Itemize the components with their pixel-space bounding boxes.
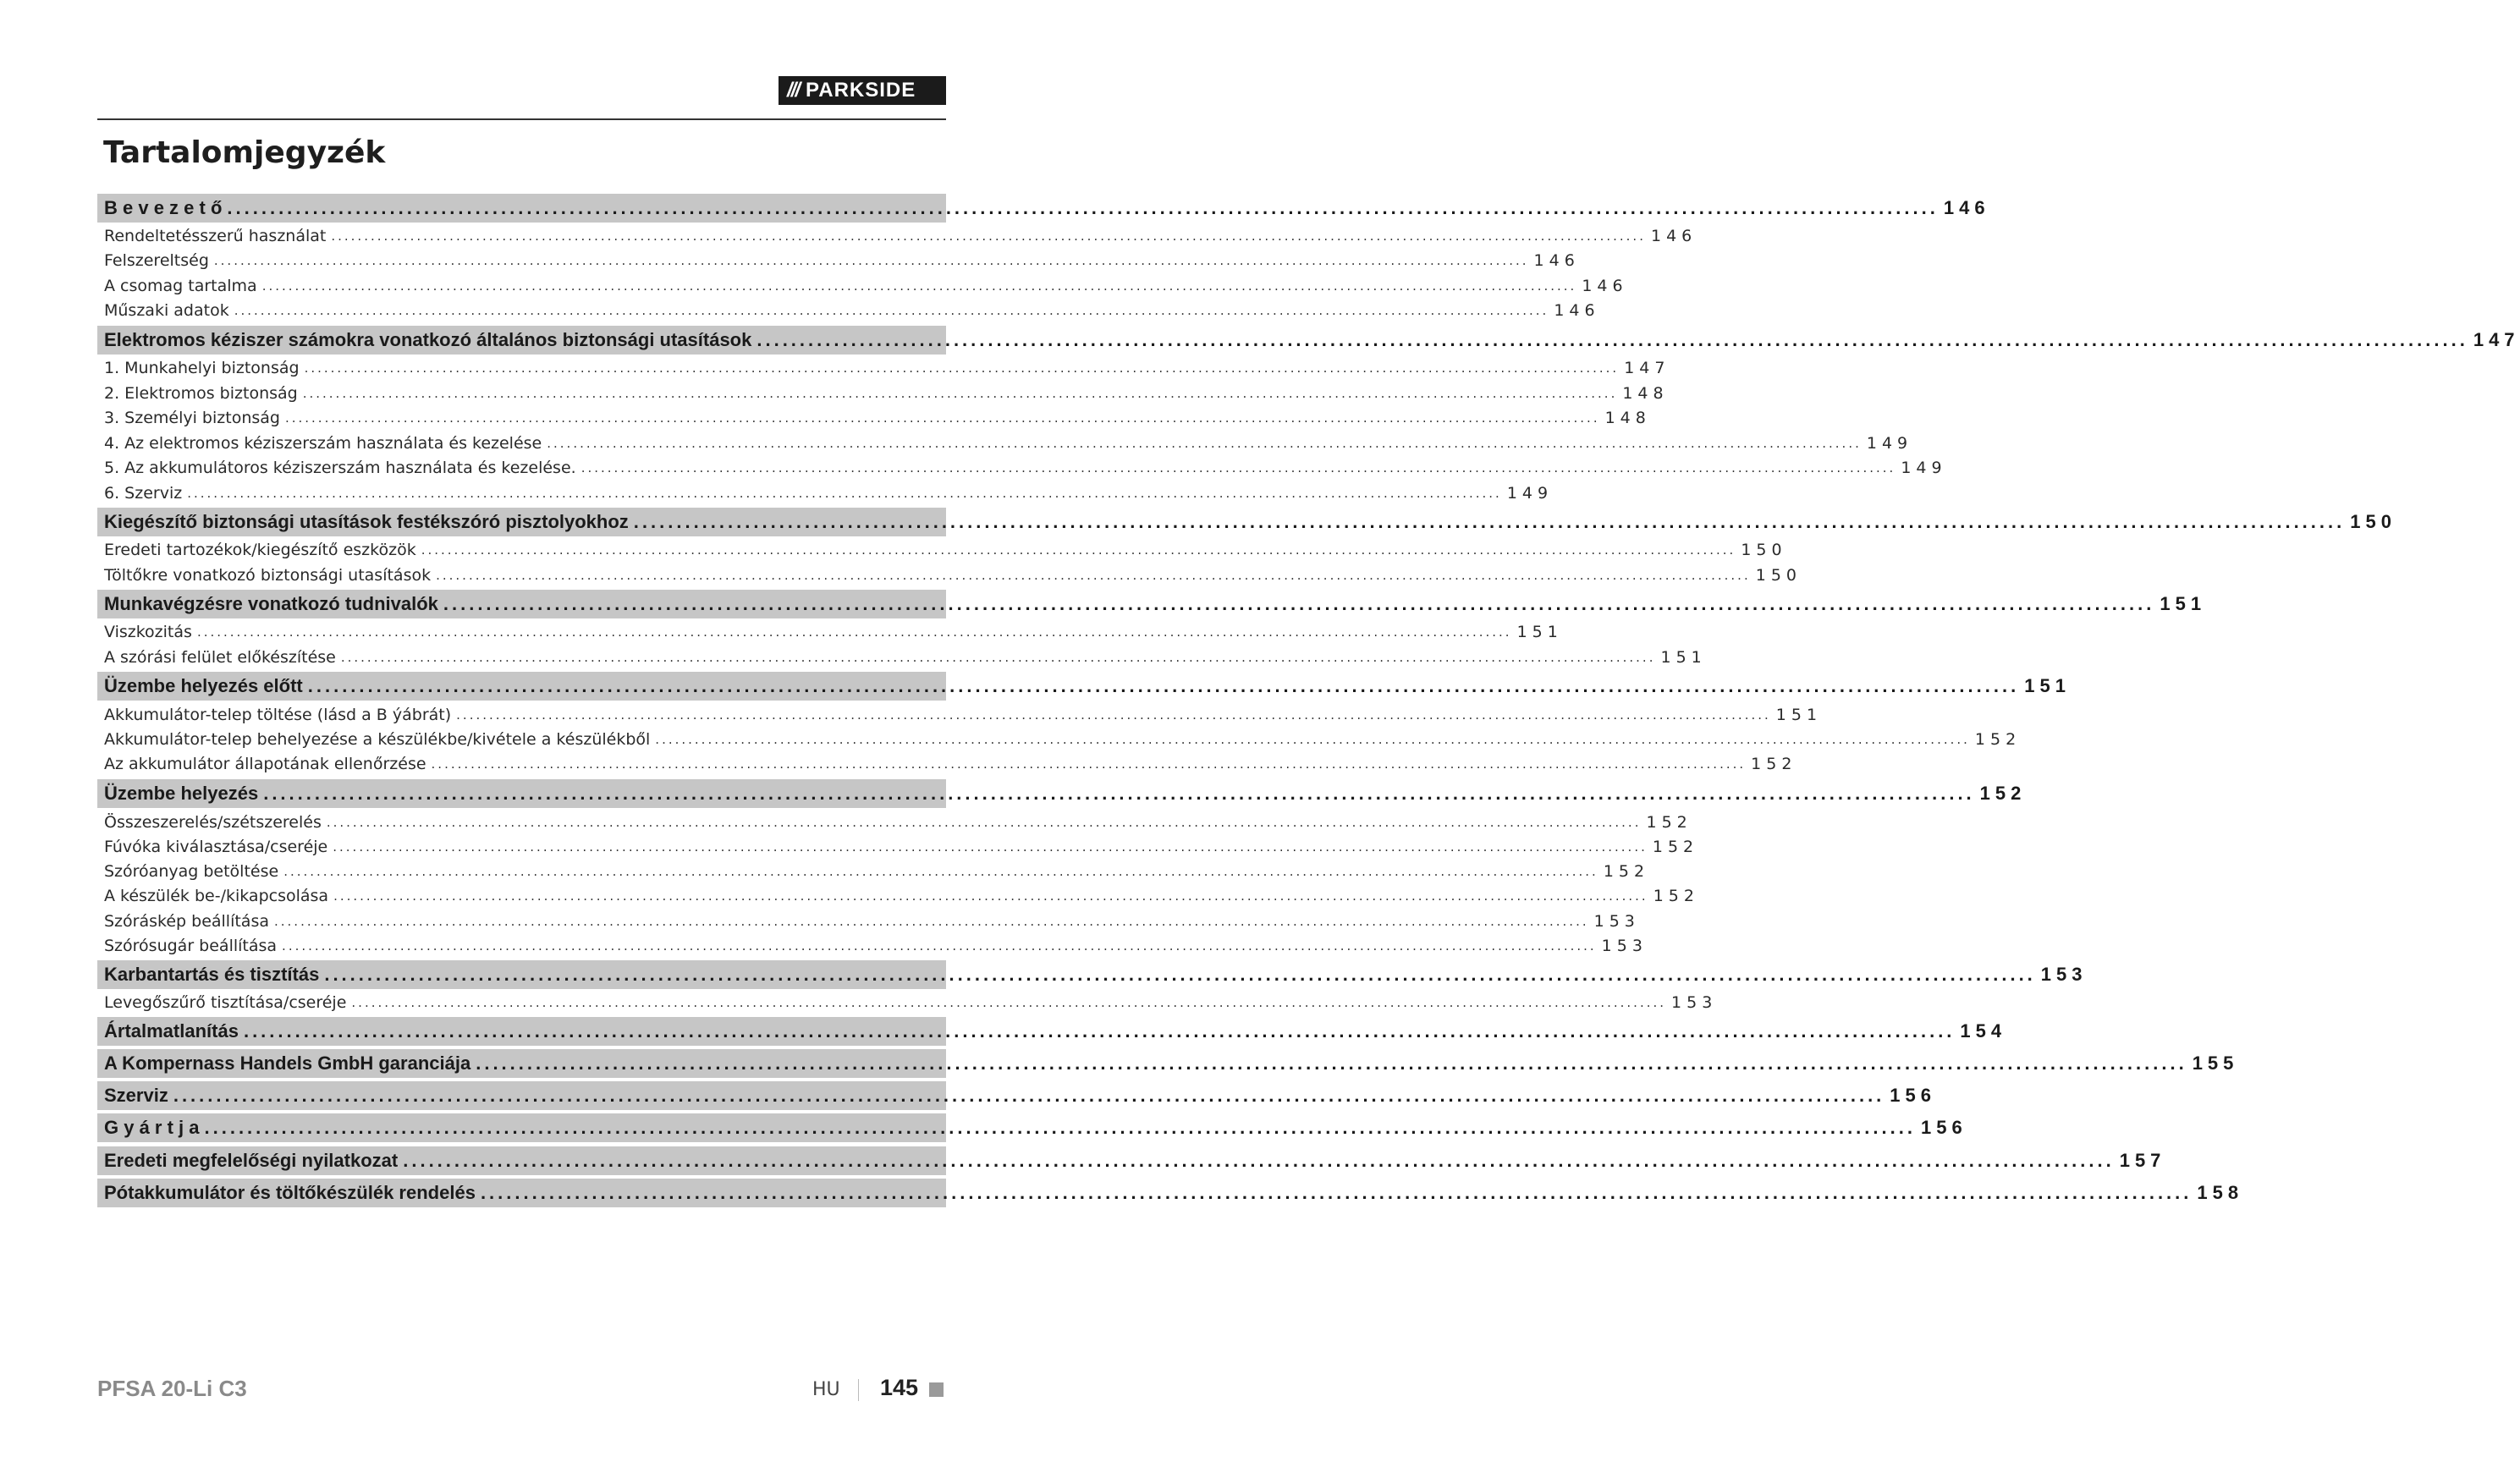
toc-section: [97, 590, 2207, 618]
toc-entry: [97, 883, 1699, 909]
toc-label: Levegőszűrő tisztítása/cseréje: [104, 993, 347, 1012]
toc-label: Akkumulátor-telep töltése (lásd a B ýábrát): [104, 706, 452, 724]
toc-leader-dots: ........................................................................................................................................................................................................: [436, 568, 1751, 583]
toc-page: 152: [1974, 730, 2022, 749]
toc-label: B e v e z e t ő: [104, 197, 223, 218]
toc-page: 147: [2473, 329, 2520, 350]
toc-label: Szóróanyag betöltése: [104, 862, 279, 881]
toc-entry: [97, 381, 1669, 406]
toc-entry: [97, 859, 1650, 884]
toc-label: Eredeti megfelelőségi nyilatkozat: [104, 1150, 399, 1171]
toc-entry: [97, 298, 1600, 323]
toc-leader-dots: ........................................................................................................................................................................................................: [351, 995, 1667, 1010]
logo-slashes: ///: [787, 79, 800, 102]
logo-text: PARKSIDE: [806, 79, 916, 102]
toc-label: Eredeti tartozékok/kiegészítő eszközök: [104, 541, 416, 559]
toc-label: G y á r t j a: [104, 1117, 200, 1138]
page-title: Tartalomjegyzék: [103, 135, 386, 170]
toc-leader-dots: ........................................................................................................................................................................................................: [443, 593, 2155, 614]
toc-leader-dots: ........................................................................................................................................................................................................: [307, 675, 2020, 696]
toc-label: Karbantartás és tisztítás: [104, 964, 320, 985]
toc-entry: [97, 834, 1699, 860]
footer-square-icon: [929, 1382, 944, 1397]
toc-entry: [97, 909, 1640, 934]
toc-label: 6. Szerviz: [104, 484, 183, 503]
toc-entry: [97, 248, 1580, 273]
toc-leader-dots: ........................................................................................................................................................................................................: [282, 938, 1597, 954]
toc-page: 153: [2040, 964, 2088, 985]
toc-label: 4. Az elektromos kéziszerszám használata és kezelése: [104, 434, 542, 453]
toc-leader-dots: ........................................................................................................................................................................................................: [333, 839, 1648, 855]
toc-entry: [97, 619, 1563, 645]
toc-label: Pótakkumulátor és töltőkészülék rendelés: [104, 1182, 476, 1203]
toc-label: Elektromos kéziszer számokra vonatkozó általános biztonsági utasítások: [104, 329, 752, 350]
toc-section: [97, 960, 2088, 989]
toc-entry: [97, 273, 1628, 299]
toc-label: Munkavégzésre vonatkozó tudnivalók: [104, 593, 438, 614]
toc-leader-dots: ........................................................................................................................................................................................................: [304, 360, 1620, 376]
toc-page: 152: [1979, 783, 2027, 804]
toc-page: 146: [1943, 197, 1990, 218]
toc-leader-dots: ........................................................................................................................................................................................................: [580, 460, 1896, 475]
toc-label: Fúvóka kiválasztása/cseréje: [104, 838, 328, 856]
toc-leader-dots: ........................................................................................................................................................................................................: [243, 1020, 1956, 1042]
toc-label: Töltőkre vonatkozó biztonsági utasítások: [104, 566, 432, 585]
toc-label: A csomag tartalma: [104, 277, 257, 295]
toc-section: [97, 1179, 2244, 1207]
toc-section: [97, 508, 2396, 536]
toc-entry: [97, 933, 1648, 959]
toc-section: [97, 672, 2071, 701]
toc-label: 5. Az akkumulátoros kéziszerszám használata és kezelése.: [104, 459, 576, 477]
toc-leader-dots: ........................................................................................................................................................................................................: [547, 436, 1862, 451]
toc-label: Üzembe helyezés előtt: [104, 675, 303, 696]
toc-leader-dots: ........................................................................................................................................................................................................: [204, 1117, 1916, 1138]
toc-entry: [97, 405, 1651, 431]
toc-label: Műszaki adatok: [104, 301, 229, 320]
toc-entry: [97, 645, 1707, 670]
toc-entry: [97, 751, 1797, 777]
toc-section: [97, 1081, 1937, 1110]
toc-leader-dots: ........................................................................................................................................................................................................: [331, 228, 1646, 244]
toc-page: 151: [1775, 706, 1823, 724]
toc-page: 154: [1960, 1020, 2007, 1042]
toc-leader-dots: ........................................................................................................................................................................................................: [263, 783, 1975, 804]
footer-model: PFSA 20-Li C3: [97, 1376, 247, 1401]
toc-leader-dots: ........................................................................................................................................................................................................: [340, 650, 1656, 665]
toc-section: [97, 1146, 2166, 1175]
toc-page: 150: [1755, 566, 1802, 585]
toc-leader-dots: ........................................................................................................................................................................................................: [187, 486, 1502, 501]
toc-section: [97, 194, 1990, 223]
toc-leader-dots: ........................................................................................................................................................................................................: [431, 756, 1747, 772]
toc-page: 146: [1650, 227, 1697, 245]
toc-page: 151: [1516, 623, 1563, 641]
toc-page: 151: [2160, 593, 2207, 614]
toc-page: 148: [1622, 384, 1669, 403]
toc-leader-dots: ........................................................................................................................................................................................................: [302, 386, 1618, 401]
toc-entry: [97, 563, 1802, 588]
toc-label: A szórási felület előkészítése: [104, 648, 336, 667]
toc-leader-dots: ........................................................................................................................................................................................................: [655, 732, 1970, 747]
toc-leader-dots: ........................................................................................................................................................................................................: [284, 410, 1600, 426]
toc-leader-dots: ........................................................................................................................................................................................................: [333, 888, 1648, 904]
toc-leader-dots: ........................................................................................................................................................................................................: [403, 1150, 2115, 1171]
toc-entry: [97, 537, 1787, 563]
toc-page: 152: [1652, 838, 1699, 856]
toc-entry: [97, 481, 1554, 506]
toc-page: 146: [1582, 277, 1628, 295]
toc-label: 2. Elektromos biztonság: [104, 384, 298, 403]
toc-page: 146: [1554, 301, 1600, 320]
toc-section: [97, 326, 2520, 355]
footer-separator: [858, 1379, 859, 1401]
toc-entry: [97, 431, 1913, 456]
toc-page: 153: [1593, 912, 1640, 931]
toc-page: 157: [2119, 1150, 2166, 1171]
toc-page: 152: [1751, 755, 1797, 773]
toc-leader-dots: ........................................................................................................................................................................................................: [274, 914, 1589, 929]
toc-label: Rendeltetésszerű használat: [104, 227, 327, 245]
toc-label: 1. Munkahelyi biztonság: [104, 359, 300, 377]
toc-page: 156: [1890, 1085, 1937, 1106]
toc-entry: [97, 727, 2022, 752]
toc-entry: [97, 990, 1718, 1015]
toc-section: [97, 1049, 2239, 1078]
toc-page: 149: [1506, 484, 1554, 503]
toc-label: 3. Személyi biztonság: [104, 409, 280, 427]
toc-leader-dots: ........................................................................................................................................................................................................: [227, 197, 1939, 218]
toc-section: [97, 1113, 1967, 1142]
toc-leader-dots: ........................................................................................................................................................................................................: [196, 624, 1512, 640]
toc-label: Akkumulátor-telep behelyezése a készülékbe/kivétele a készülékből: [104, 730, 651, 749]
toc-page: 153: [1671, 993, 1718, 1012]
toc-label: Szóráskép beállítása: [104, 912, 269, 931]
toc-leader-dots: ........................................................................................................................................................................................................: [456, 707, 1771, 723]
footer-page-number: 145: [880, 1375, 919, 1400]
toc-leader-dots: ........................................................................................................................................................................................................: [261, 278, 1577, 294]
toc-leader-dots: ........................................................................................................................................................................................................: [757, 329, 2468, 350]
toc-leader-dots: ........................................................................................................................................................................................................: [283, 864, 1598, 879]
toc-page: 150: [2350, 511, 2396, 532]
toc-leader-dots: ........................................................................................................................................................................................................: [213, 253, 1529, 268]
toc-label: Üzembe helyezés: [104, 783, 259, 804]
toc-page: 149: [1901, 459, 1947, 477]
toc-page: 152: [1646, 813, 1692, 832]
toc-leader-dots: ........................................................................................................................................................................................................: [324, 964, 2036, 985]
toc-page: 152: [1603, 862, 1650, 881]
toc-section: [97, 1017, 2007, 1046]
toc-label: A Kompernass Handels GmbH garanciája: [104, 1053, 471, 1074]
toc-leader-dots: ........................................................................................................................................................................................................: [234, 303, 1549, 318]
toc-page: 151: [1660, 648, 1707, 667]
toc-leader-dots: ........................................................................................................................................................................................................: [173, 1085, 1885, 1106]
toc-entry: [97, 223, 1697, 249]
toc-entry: [97, 810, 1692, 835]
toc-label: Felszereltség: [104, 251, 209, 270]
toc-page: 155: [2192, 1053, 2239, 1074]
toc-page: 152: [1653, 887, 1699, 905]
toc-page: 156: [1920, 1117, 1967, 1138]
toc-page: 150: [1741, 541, 1787, 559]
toc-section: [97, 779, 2027, 808]
toc-page: 153: [1601, 937, 1648, 955]
toc-label: Ártalmatlanítás: [104, 1020, 239, 1042]
toc-leader-dots: ........................................................................................................................................................................................................: [326, 815, 1642, 830]
toc-entry: [97, 455, 1947, 481]
toc-leader-dots: ........................................................................................................................................................................................................: [476, 1053, 2187, 1074]
toc-leader-dots: ........................................................................................................................................................................................................: [480, 1182, 2193, 1203]
toc-label: Szórósugár beállítása: [104, 937, 278, 955]
toc-label: Kiegészítő biztonsági utasítások festékszóró pisztolyokhoz: [104, 511, 629, 532]
toc-leader-dots: ........................................................................................................................................................................................................: [633, 511, 2346, 532]
toc-page: 147: [1624, 359, 1670, 377]
footer-language: HU: [812, 1379, 840, 1400]
toc-page: 158: [2197, 1182, 2244, 1203]
toc-label: A készülék be-/kikapcsolása: [104, 887, 329, 905]
toc-label: Viszkozitás: [104, 623, 192, 641]
toc-entry: [97, 702, 1823, 728]
toc-leader-dots: ........................................................................................................................................................................................................: [421, 542, 1736, 558]
toc-page: 146: [1533, 251, 1580, 270]
toc-label: Szerviz: [104, 1085, 168, 1106]
toc-label: Összeszerelés/szétszerelés: [104, 813, 322, 832]
toc-label: Az akkumulátor állapotának ellenőrzése: [104, 755, 426, 773]
toc-page: 151: [2024, 675, 2071, 696]
toc-page: 148: [1604, 409, 1651, 427]
toc-page: 149: [1866, 434, 1913, 453]
toc-entry: [97, 355, 1670, 381]
